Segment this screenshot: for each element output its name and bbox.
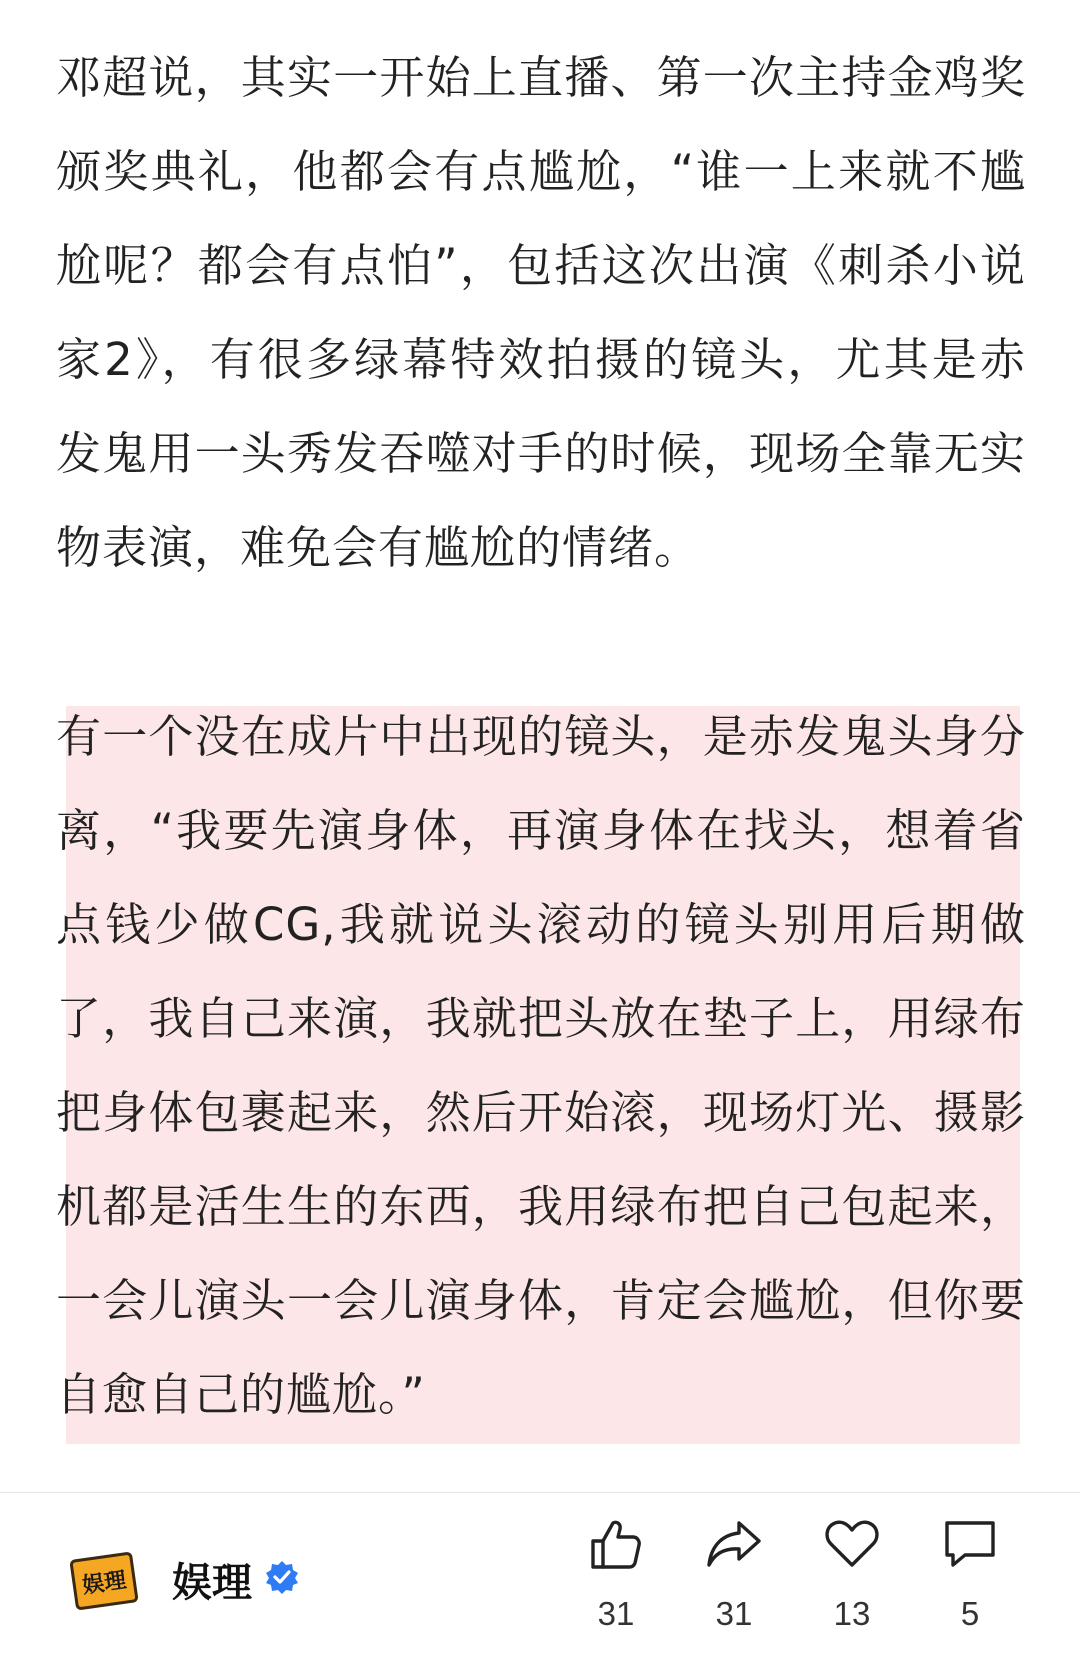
comment-bubble-icon	[941, 1515, 999, 1573]
verified-badge-icon	[264, 1559, 300, 1595]
bottom-action-bar	[0, 1492, 1080, 1657]
article-paragraph-2: 有一个没在成片中出现的镜头，是赤发鬼头身分离，“我要先演身体，再演身体在找头，想着省点钱少做CG,我就说头滚动的镜头别用后期做了，我自己来演，我就把头放在垫子上，用绿布把身体包裹起来，然后开始滚，现场灯光、摄影机都是活生生的东西，我用绿布把自己包起来，一会儿演头一会儿演身体，肯定会尴尬，但你要自愈自己的尴尬。”	[56, 710, 1026, 1421]
share-button[interactable]	[684, 1515, 784, 1633]
favorite-button[interactable]	[802, 1515, 902, 1633]
share-count: 31	[715, 1595, 753, 1632]
thumbs-up-icon	[587, 1515, 645, 1573]
article-paragraph-1: 邓超说，其实一开始上直播、第一次主持金鸡奖颁奖典礼，他都会有点尴尬，“谁一上来就不尴尬呢？都会有点怕”，包括这次出演《刺杀小说家2》，有很多绿幕特效拍摄的镜头，尤其是赤发鬼用一头秀发吞噬对手的时候，现场全靠无实物表演，难免会有尴尬的情绪。	[56, 51, 1026, 574]
like-button[interactable]	[566, 1515, 666, 1633]
like-count: 31	[597, 1595, 635, 1632]
heart-icon	[823, 1515, 881, 1573]
author-avatar[interactable]	[68, 1545, 140, 1617]
author-name[interactable]: 娱理	[172, 1560, 252, 1606]
comment-button[interactable]	[920, 1515, 1020, 1633]
share-arrow-icon	[705, 1515, 763, 1573]
favorite-count: 13	[833, 1595, 871, 1632]
avatar-logo-text: 娱理	[80, 1568, 128, 1599]
comment-count: 5	[960, 1595, 980, 1632]
